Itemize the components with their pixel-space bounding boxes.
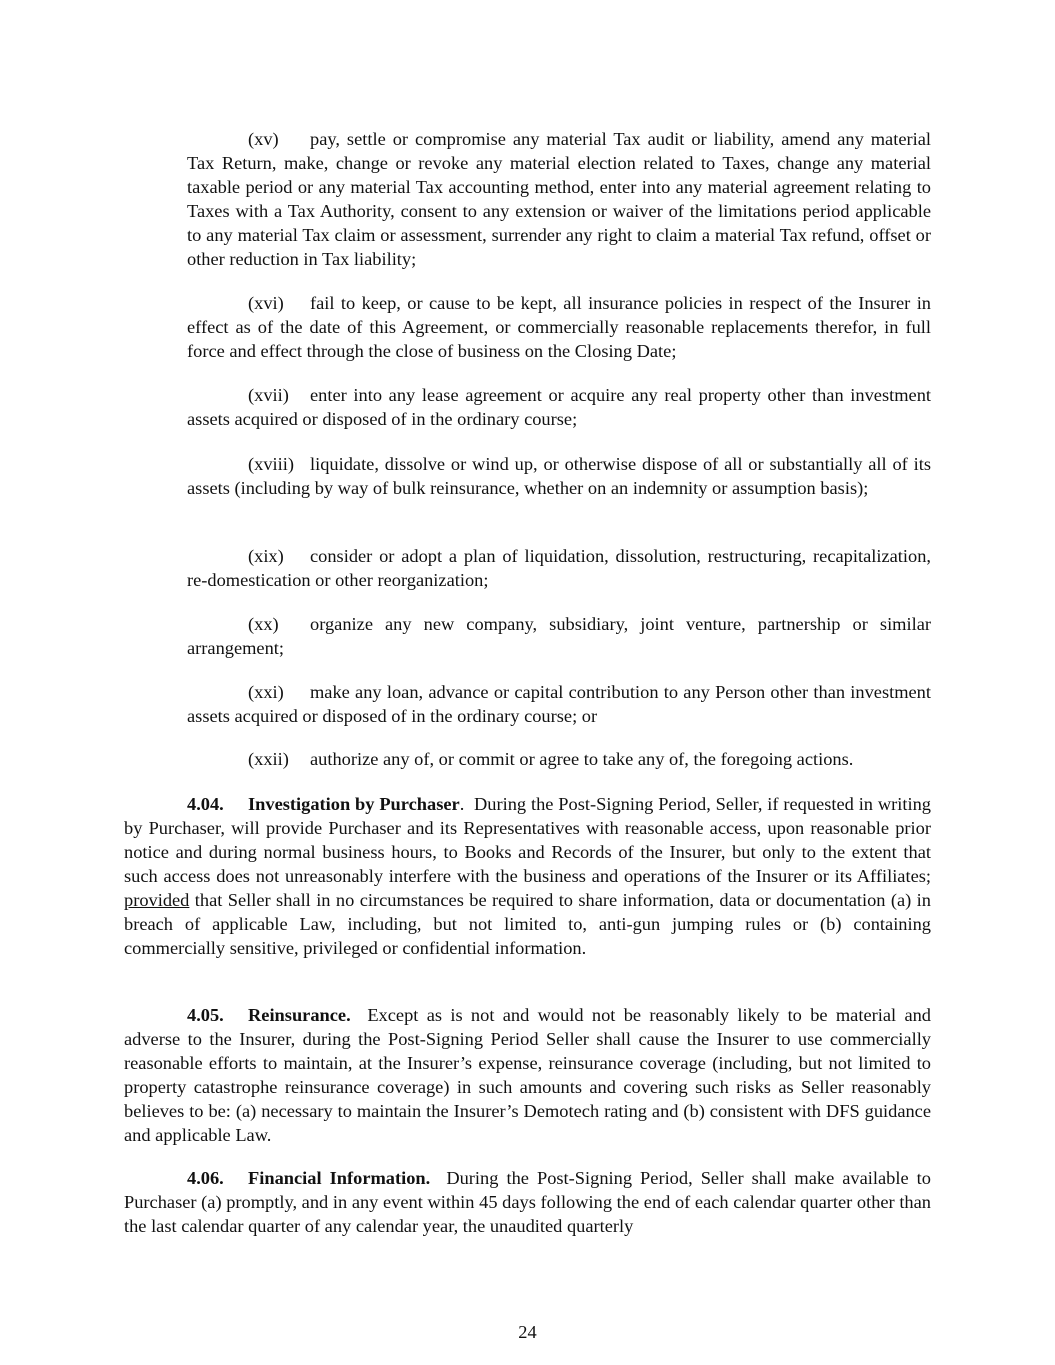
section-heading-punct: . <box>459 794 465 814</box>
section-4-06 <box>124 1166 931 1238</box>
section-heading: Reinsurance. <box>248 1005 351 1025</box>
subsection-text: fail to keep, or cause to be kept, all insurance policies in respect of the Insurer in effect as of the date of this Agreement, or commercially reasonable replacements therefor, in full force and effect through the close of business on the Closing Date; <box>187 293 931 361</box>
subsection-number: (xviii) <box>248 454 294 474</box>
subsection-text: enter into any lease agreement or acquire any real property other than investment assets acquired or disposed of in the ordinary course; <box>187 385 931 429</box>
subsection-xvi <box>187 291 931 363</box>
subsection-number: (xv) <box>248 129 279 149</box>
page-number: 24 <box>518 1322 537 1342</box>
subsection-xvii <box>187 383 931 431</box>
section-4-05 <box>124 1003 931 1147</box>
subsection-xxii <box>187 747 931 771</box>
section-heading: Financial Information. <box>248 1168 431 1188</box>
subsection-xx <box>187 612 931 660</box>
subsection-xviii <box>187 452 931 500</box>
subsection-xix <box>187 544 931 592</box>
subsection-xxi <box>187 680 931 728</box>
subsection-text: liquidate, dissolve or wind up, or otherwise dispose of all or substantially all of its assets (including by way of bulk reinsurance, whether on an indemnity or assumption basis); <box>187 454 931 498</box>
section-number: 4.06. <box>187 1168 224 1188</box>
subsection-number: (xxii) <box>248 749 289 769</box>
section-text: During the Post-Signing Period, Seller, if requested in writing by Purchaser, will provide Purchaser and its Representatives with reasonable access, upon reasonable prior notice and during normal business hours, to Books and Records of the Insurer, but only to the extent that such access does not unreasonably interfere with the business and operations of the Insurer or its Affiliates; <box>124 794 931 886</box>
subsection-text: make any loan, advance or capital contribution to any Person other than investment assets acquired or disposed of in the ordinary course; or <box>187 682 931 726</box>
subsection-text: authorize any of, or commit or agree to take any of, the foregoing actions. <box>310 749 854 769</box>
section-number: 4.05. <box>187 1005 224 1025</box>
subsection-number: (xvii) <box>248 385 289 405</box>
section-text-continued: that Seller shall in no circumstances be required to share information, data or documentation (a) in breach of applicable Law, including, but not limited to, anti-gun jumping rules or (b) containing commercially sensitive, privileged or confidential information. <box>124 890 931 958</box>
section-text: During the Post-Signing Period, Seller shall make available to Purchaser (a) promptly, and in any event within 45 days following the end of each calendar quarter other than the last calendar quarter of any calendar year, the unaudited quarterly <box>124 1168 931 1236</box>
provided-term: provided <box>124 890 190 910</box>
subsection-number: (xvi) <box>248 293 284 313</box>
subsection-xv <box>187 127 931 271</box>
subsection-number: (xxi) <box>248 682 284 702</box>
section-heading: Investigation by Purchaser <box>248 794 460 814</box>
subsection-number: (xix) <box>248 546 284 566</box>
section-text: Except as is not and would not be reasonably likely to be material and adverse to the Insurer, during the Post-Signing Period Seller shall cause the Insurer to use commercially reasonable efforts to maintain, at the Insurer’s expense, reinsurance coverage (including, but not limited to property catastrophe reinsurance coverage) in such amounts and covering such risks as Seller reasonably believes to be: (a) necessary to maintain the Insurer’s Demotech rating and (b) consistent with DFS guidance and applicable Law. <box>124 1005 931 1145</box>
subsection-text: consider or adopt a plan of liquidation, dissolution, restructuring, recapitalization, re-domestication or other reorganization; <box>187 546 931 590</box>
section-number: 4.04. <box>187 794 224 814</box>
section-4-04 <box>124 792 931 960</box>
subsection-number: (xx) <box>248 614 279 634</box>
subsection-text: pay, settle or compromise any material Tax audit or liability, amend any material Tax Return, make, change or revoke any material election related to Taxes, change any material taxable period or any material Tax accounting method, enter into any material agreement relating to Taxes with a Tax Authority, consent to any extension or waiver of the limitations period applicable to any material Tax claim or assessment, surrender any right to claim a material Tax refund, offset or other reduction in Tax liability; <box>187 129 931 269</box>
subsection-text: organize any new company, subsidiary, joint venture, partnership or similar arrangement; <box>187 614 931 658</box>
